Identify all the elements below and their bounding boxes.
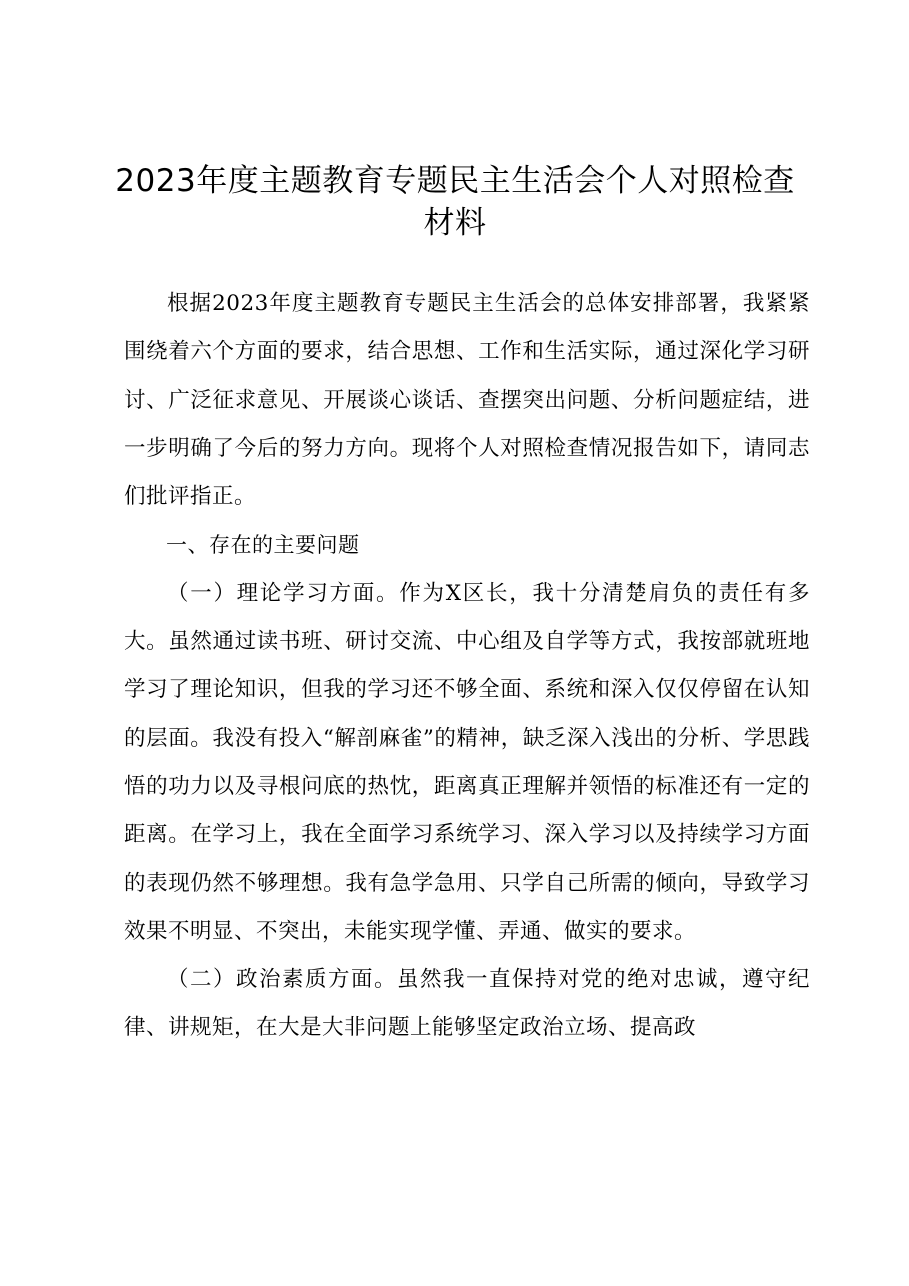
theory-study-paragraph [124, 570, 810, 956]
intro-paragraph: 根据2023年度主题教育专题民主生活会的总体安排部署，我紧紧围绕着六个方面的要求，结合思想、工作和生活实际，通过深化学习研讨、广泛征求意见、开展谈心谈话、查摆突出问题、分析问题症结，进一步明确了今后的努力方向。现将个人对照检查情况报告如下，请同志们批评指正。 [124, 291, 810, 510]
political-quality-paragraph [124, 956, 810, 1053]
theory-study-text: 作为X区长，我十分清楚肩负的责任有多大。虽然通过读书班、研讨交流、中心组及自学等方式，我按部就班地学习了理论知识，但我的学习还不够全面、系统和深入仅仅停留在认知的层面。我没有投入“解剖麻雀”的精神，缺乏深入浅出的分析、学思践悟的功力以及寻根问底的热忱，距离真正理解并领悟的标准还有一定的距离。在学习上，我在全面学习系统学习、深入学习以及持续学习方面的表现仍然不够理想。我有急学急用、只学自己所需的倾向，导致学习效果不明显、不突出，未能实现学懂、弄通、做实的要求。 [124, 580, 810, 944]
document-title: 2023年度主题教育专题民主生活会个人对照检查材料 [115, 163, 795, 241]
theory-study-lead: （一）理论学习方面。 [167, 580, 400, 606]
document-body [124, 280, 810, 1053]
political-quality-lead: （二）政治素质方面。 [167, 967, 397, 993]
political-quality-text: 虽然我一直保持对党的绝对忠诚，遵守纪律、讲规矩，在大是大非问题上能够坚定政治立场、提高政 [124, 967, 810, 1041]
section-heading: 一、存在的主要问题 [166, 533, 360, 558]
